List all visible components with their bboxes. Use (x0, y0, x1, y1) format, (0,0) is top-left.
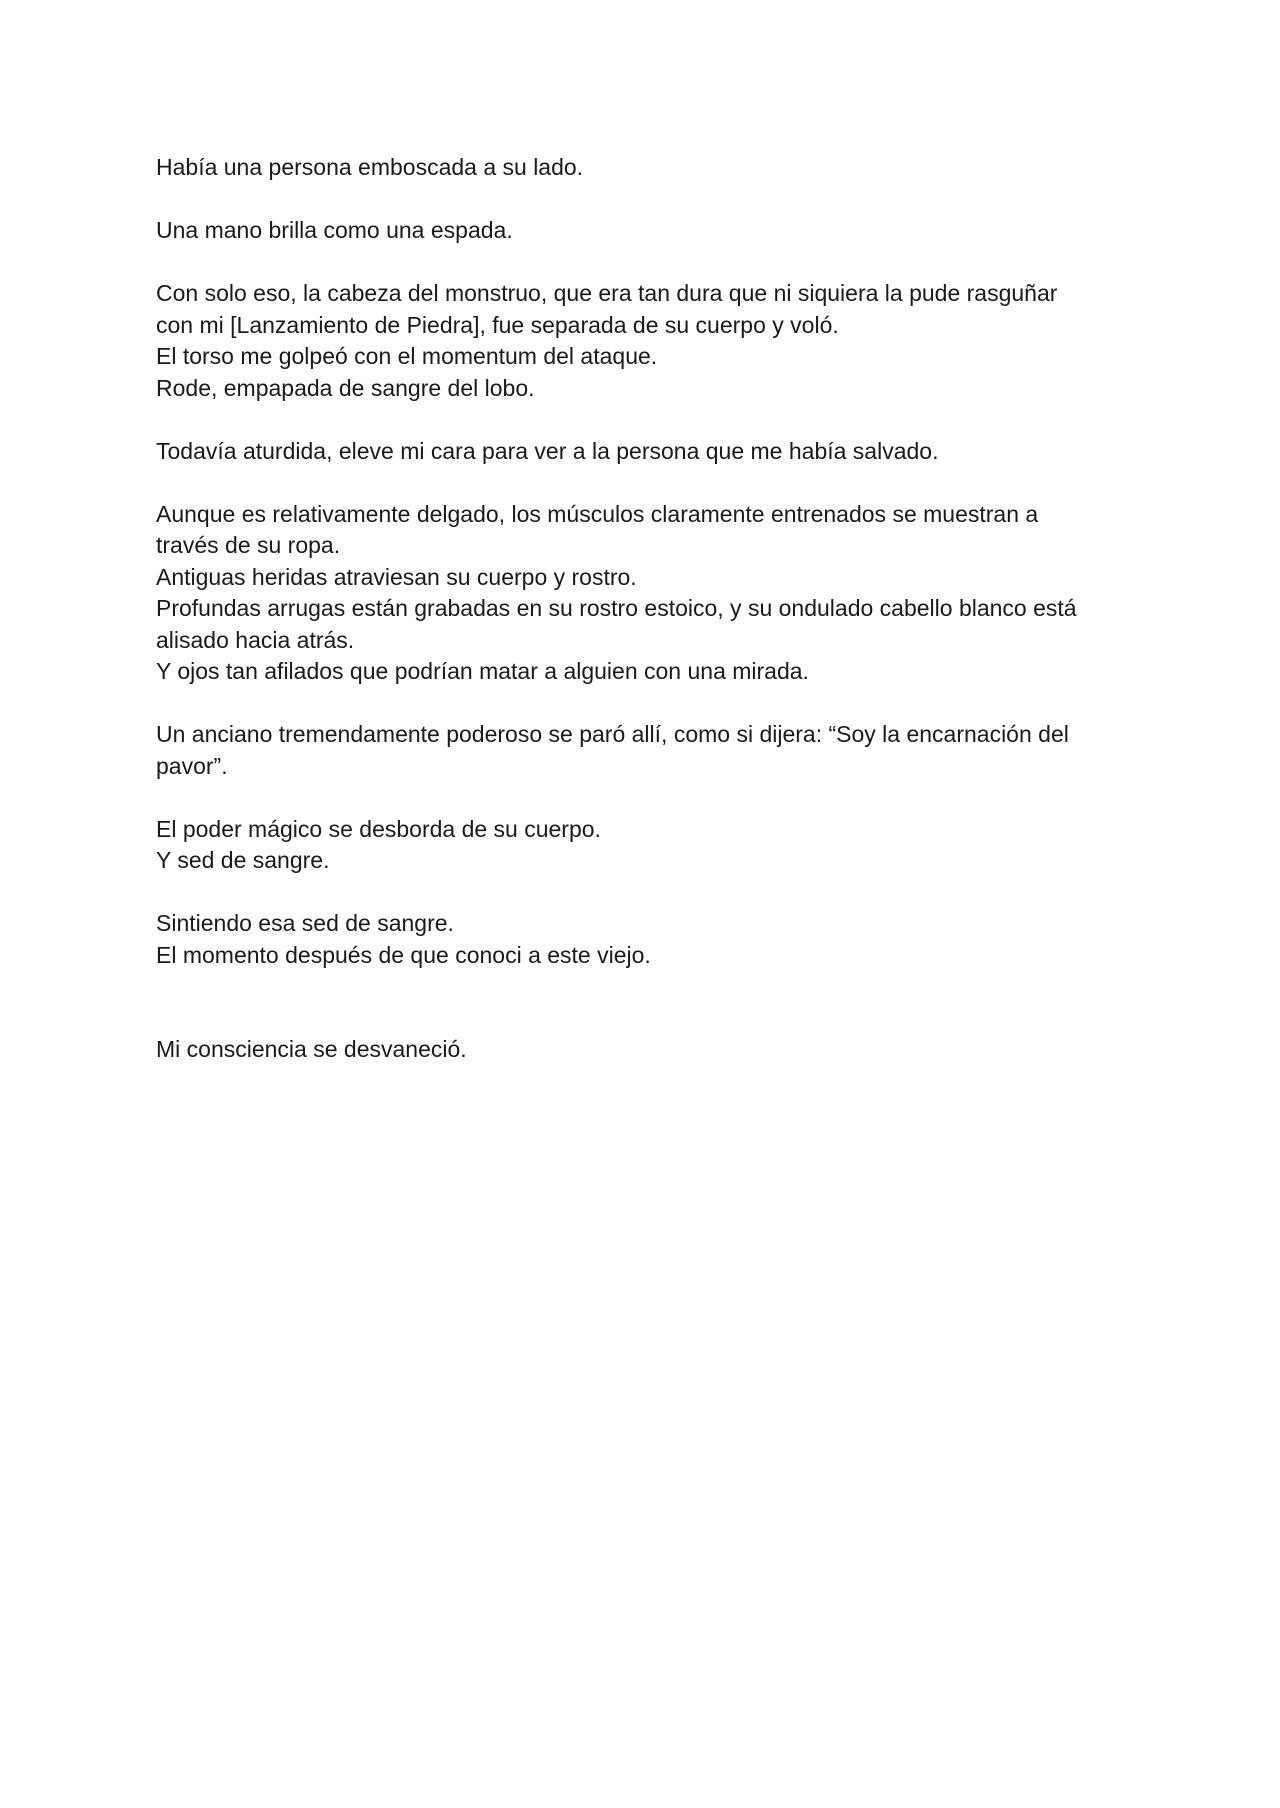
paragraph-3 (156, 278, 1126, 404)
text-line: Profundas arrugas están grabadas en su rostro estoico, y su ondulado cabello blanco está (156, 595, 1077, 621)
paragraph-1 (156, 152, 1126, 184)
text-line: pavor”. (156, 752, 228, 779)
text-line: Había una persona emboscada a su lado. (156, 154, 584, 180)
text-line: El momento después de que conoci a este viejo. (156, 941, 651, 968)
text-line: través de su ropa. (156, 532, 341, 558)
text-line: Sintiendo esa sed de sangre. (156, 910, 454, 936)
text-line: Todavía aturdida, eleve mi cara para ver a la persona que me había salvado. (156, 437, 939, 464)
paragraph-9 (156, 1034, 1126, 1066)
text-line: Y sed de sangre. (156, 847, 330, 873)
text-line: Un anciano tremendamente poderoso se paró allí, como si dijera: “Soy la encarnación del (156, 721, 1069, 747)
text-line: Antiguas heridas atraviesan su cuerpo y rostro. (156, 563, 637, 590)
text-line: Con solo eso, la cabeza del monstruo, que era tan dura que ni siquiera la pude rasguñar (156, 280, 1058, 306)
text-line: Y ojos tan afilados que podrían matar a alguien con una mirada. (156, 658, 809, 684)
text-line: Mi consciencia se desvaneció. (156, 1036, 467, 1062)
paragraph-6 (156, 719, 1126, 782)
document-body (156, 152, 1126, 1097)
text-line: alisado hacia atrás. (156, 626, 355, 653)
text-line: El torso me golpeó con el momentum del ataque. (156, 343, 658, 369)
paragraph-2 (156, 215, 1126, 247)
text-line: con mi [Lanzamiento de Piedra], fue separada de su cuerpo y voló. (156, 311, 839, 338)
text-line: Aunque es relativamente delgado, los músculos claramente entrenados se muestran a (156, 500, 1039, 527)
paragraph-4 (156, 436, 1126, 468)
paragraph-5 (156, 499, 1126, 688)
paragraph-7 (156, 814, 1126, 877)
text-line: Rode, empapada de sangre del lobo. (156, 374, 535, 401)
text-line: El poder mágico se desborda de su cuerpo. (156, 815, 601, 842)
paragraph-8 (156, 908, 1126, 971)
text-line: Una mano brilla como una espada. (156, 217, 513, 243)
